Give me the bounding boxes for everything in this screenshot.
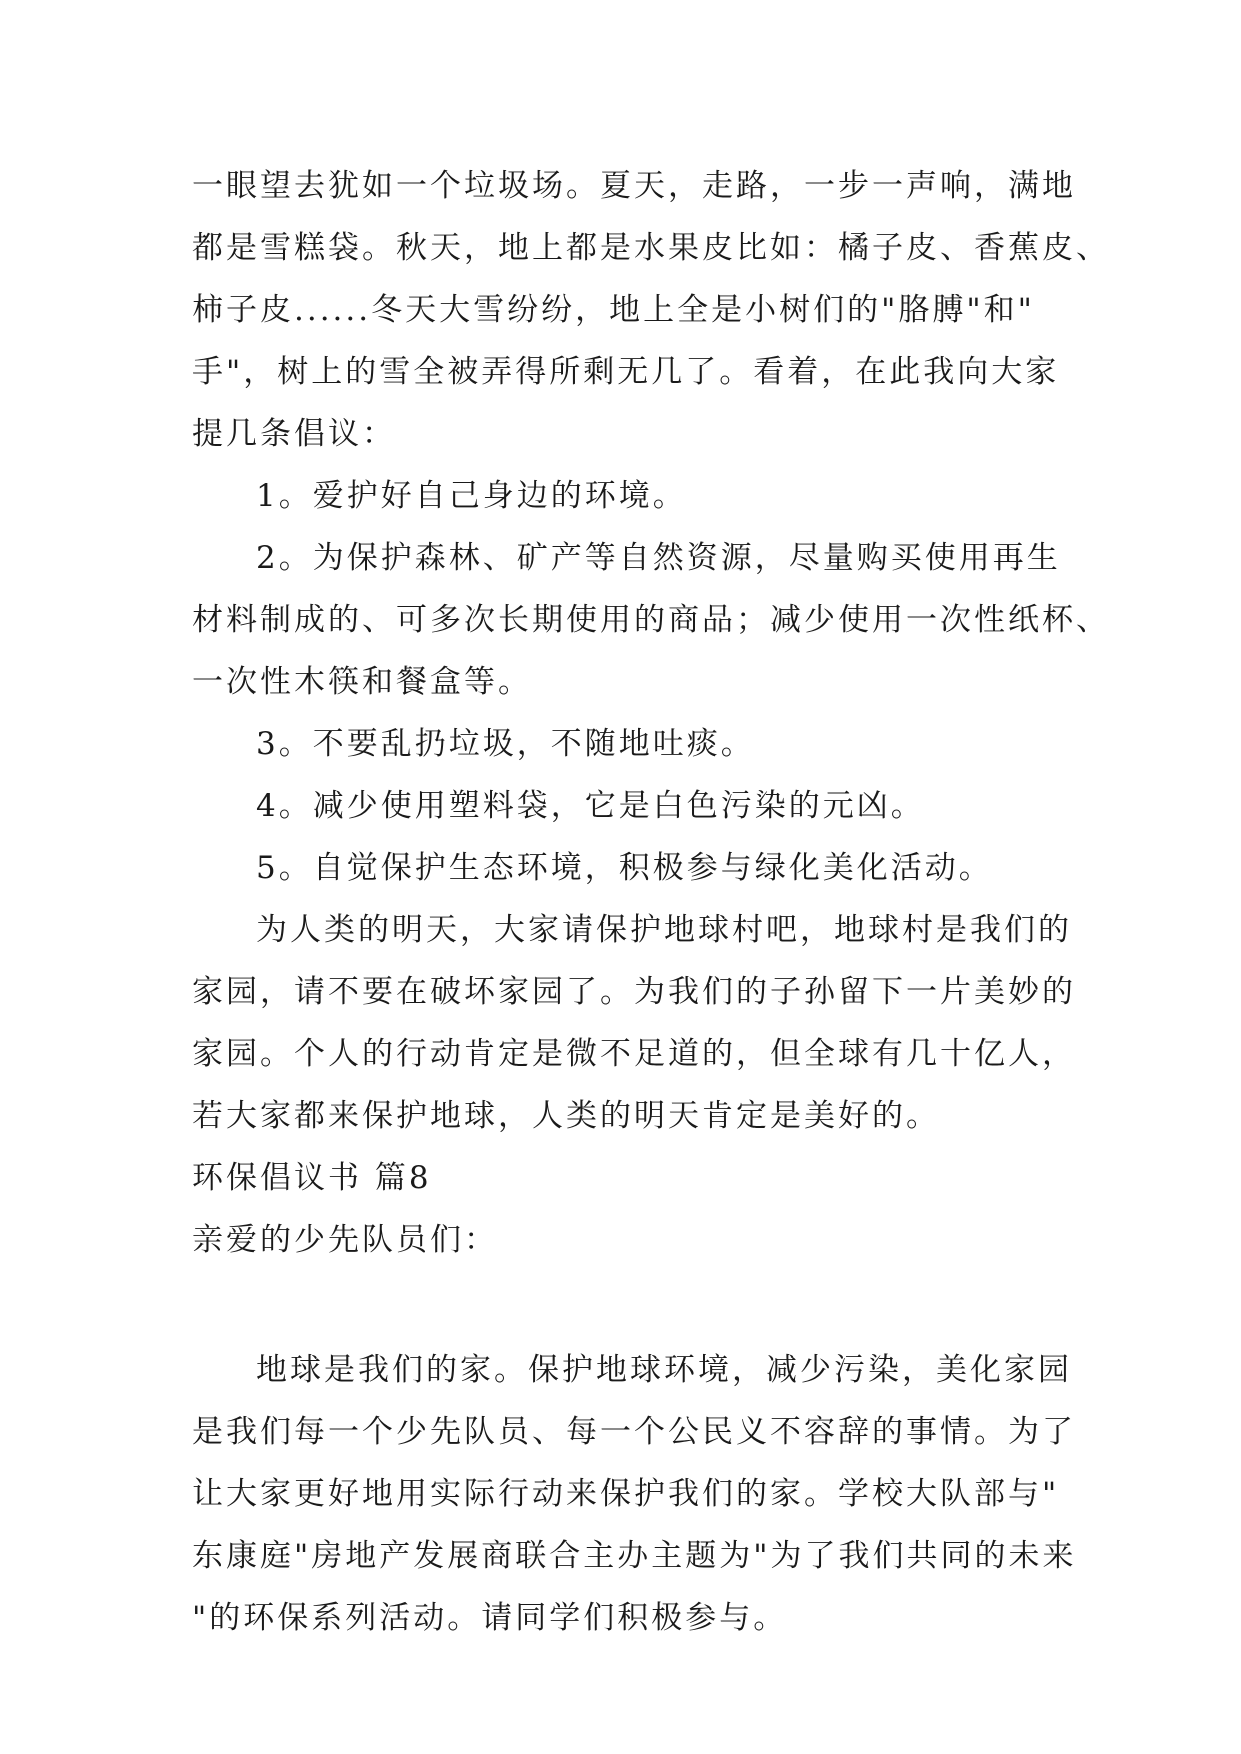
section-heading: 环保倡议书 篇8 [192, 1160, 432, 1196]
paragraph-line: 一次性木筷和餐盒等。 [192, 664, 532, 700]
paragraph-line: 材料制成的、可多次长期使用的商品；减少使用一次性纸杯、 [192, 602, 1110, 638]
paragraph-line: 是我们每一个少先队员、每一个公民义不容辞的事情。为了 [192, 1414, 1076, 1450]
list-item: 4。减少使用塑料袋，它是白色污染的元凶。 [256, 788, 925, 824]
paragraph-line: 手"，树上的雪全被弄得所剩无几了。看着，在此我向大家 [192, 354, 1060, 390]
list-item: 5。自觉保护生态环境，积极参与绿化美化活动。 [256, 850, 993, 886]
paragraph-line: 地球是我们的家。保护地球环境，减少污染，美化家园 [256, 1352, 1072, 1388]
paragraph-line: 提几条倡议： [192, 416, 396, 452]
paragraph-line: 家园，请不要在破坏家园了。为我们的子孙留下一片美妙的 [192, 974, 1076, 1010]
paragraph-line: 若大家都来保护地球，人类的明天肯定是美好的。 [192, 1098, 940, 1134]
paragraph-line: 一眼望去犹如一个垃圾场。夏天，走路，一步一声响，满地 [192, 168, 1076, 204]
paragraph-line: 东康庭"房地产发展商联合主办主题为"为了我们共同的未来 [192, 1538, 1077, 1574]
salutation: 亲爱的少先队员们： [192, 1222, 498, 1258]
list-item: 1。爱护好自己身边的环境。 [256, 478, 687, 514]
paragraph-line: 为人类的明天，大家请保护地球村吧，地球村是我们的 [256, 912, 1072, 948]
paragraph-line: "的环保系列活动。请同学们积极参与。 [192, 1600, 788, 1636]
list-item: 2。为保护森林、矿产等自然资源，尽量购买使用再生 [256, 540, 1061, 576]
list-item: 3。不要乱扔垃圾，不随地吐痰。 [256, 726, 755, 762]
paragraph-line: 让大家更好地用实际行动来保护我们的家。学校大队部与" [192, 1476, 1060, 1512]
paragraph-line: 柿子皮......冬天大雪纷纷，地上全是小树们的"胳膊"和" [192, 292, 1035, 328]
paragraph-line: 都是雪糕袋。秋天，地上都是水果皮比如：橘子皮、香蕉皮、 [192, 230, 1110, 266]
paragraph-line: 家园。个人的行动肯定是微不足道的，但全球有几十亿人， [192, 1036, 1076, 1072]
